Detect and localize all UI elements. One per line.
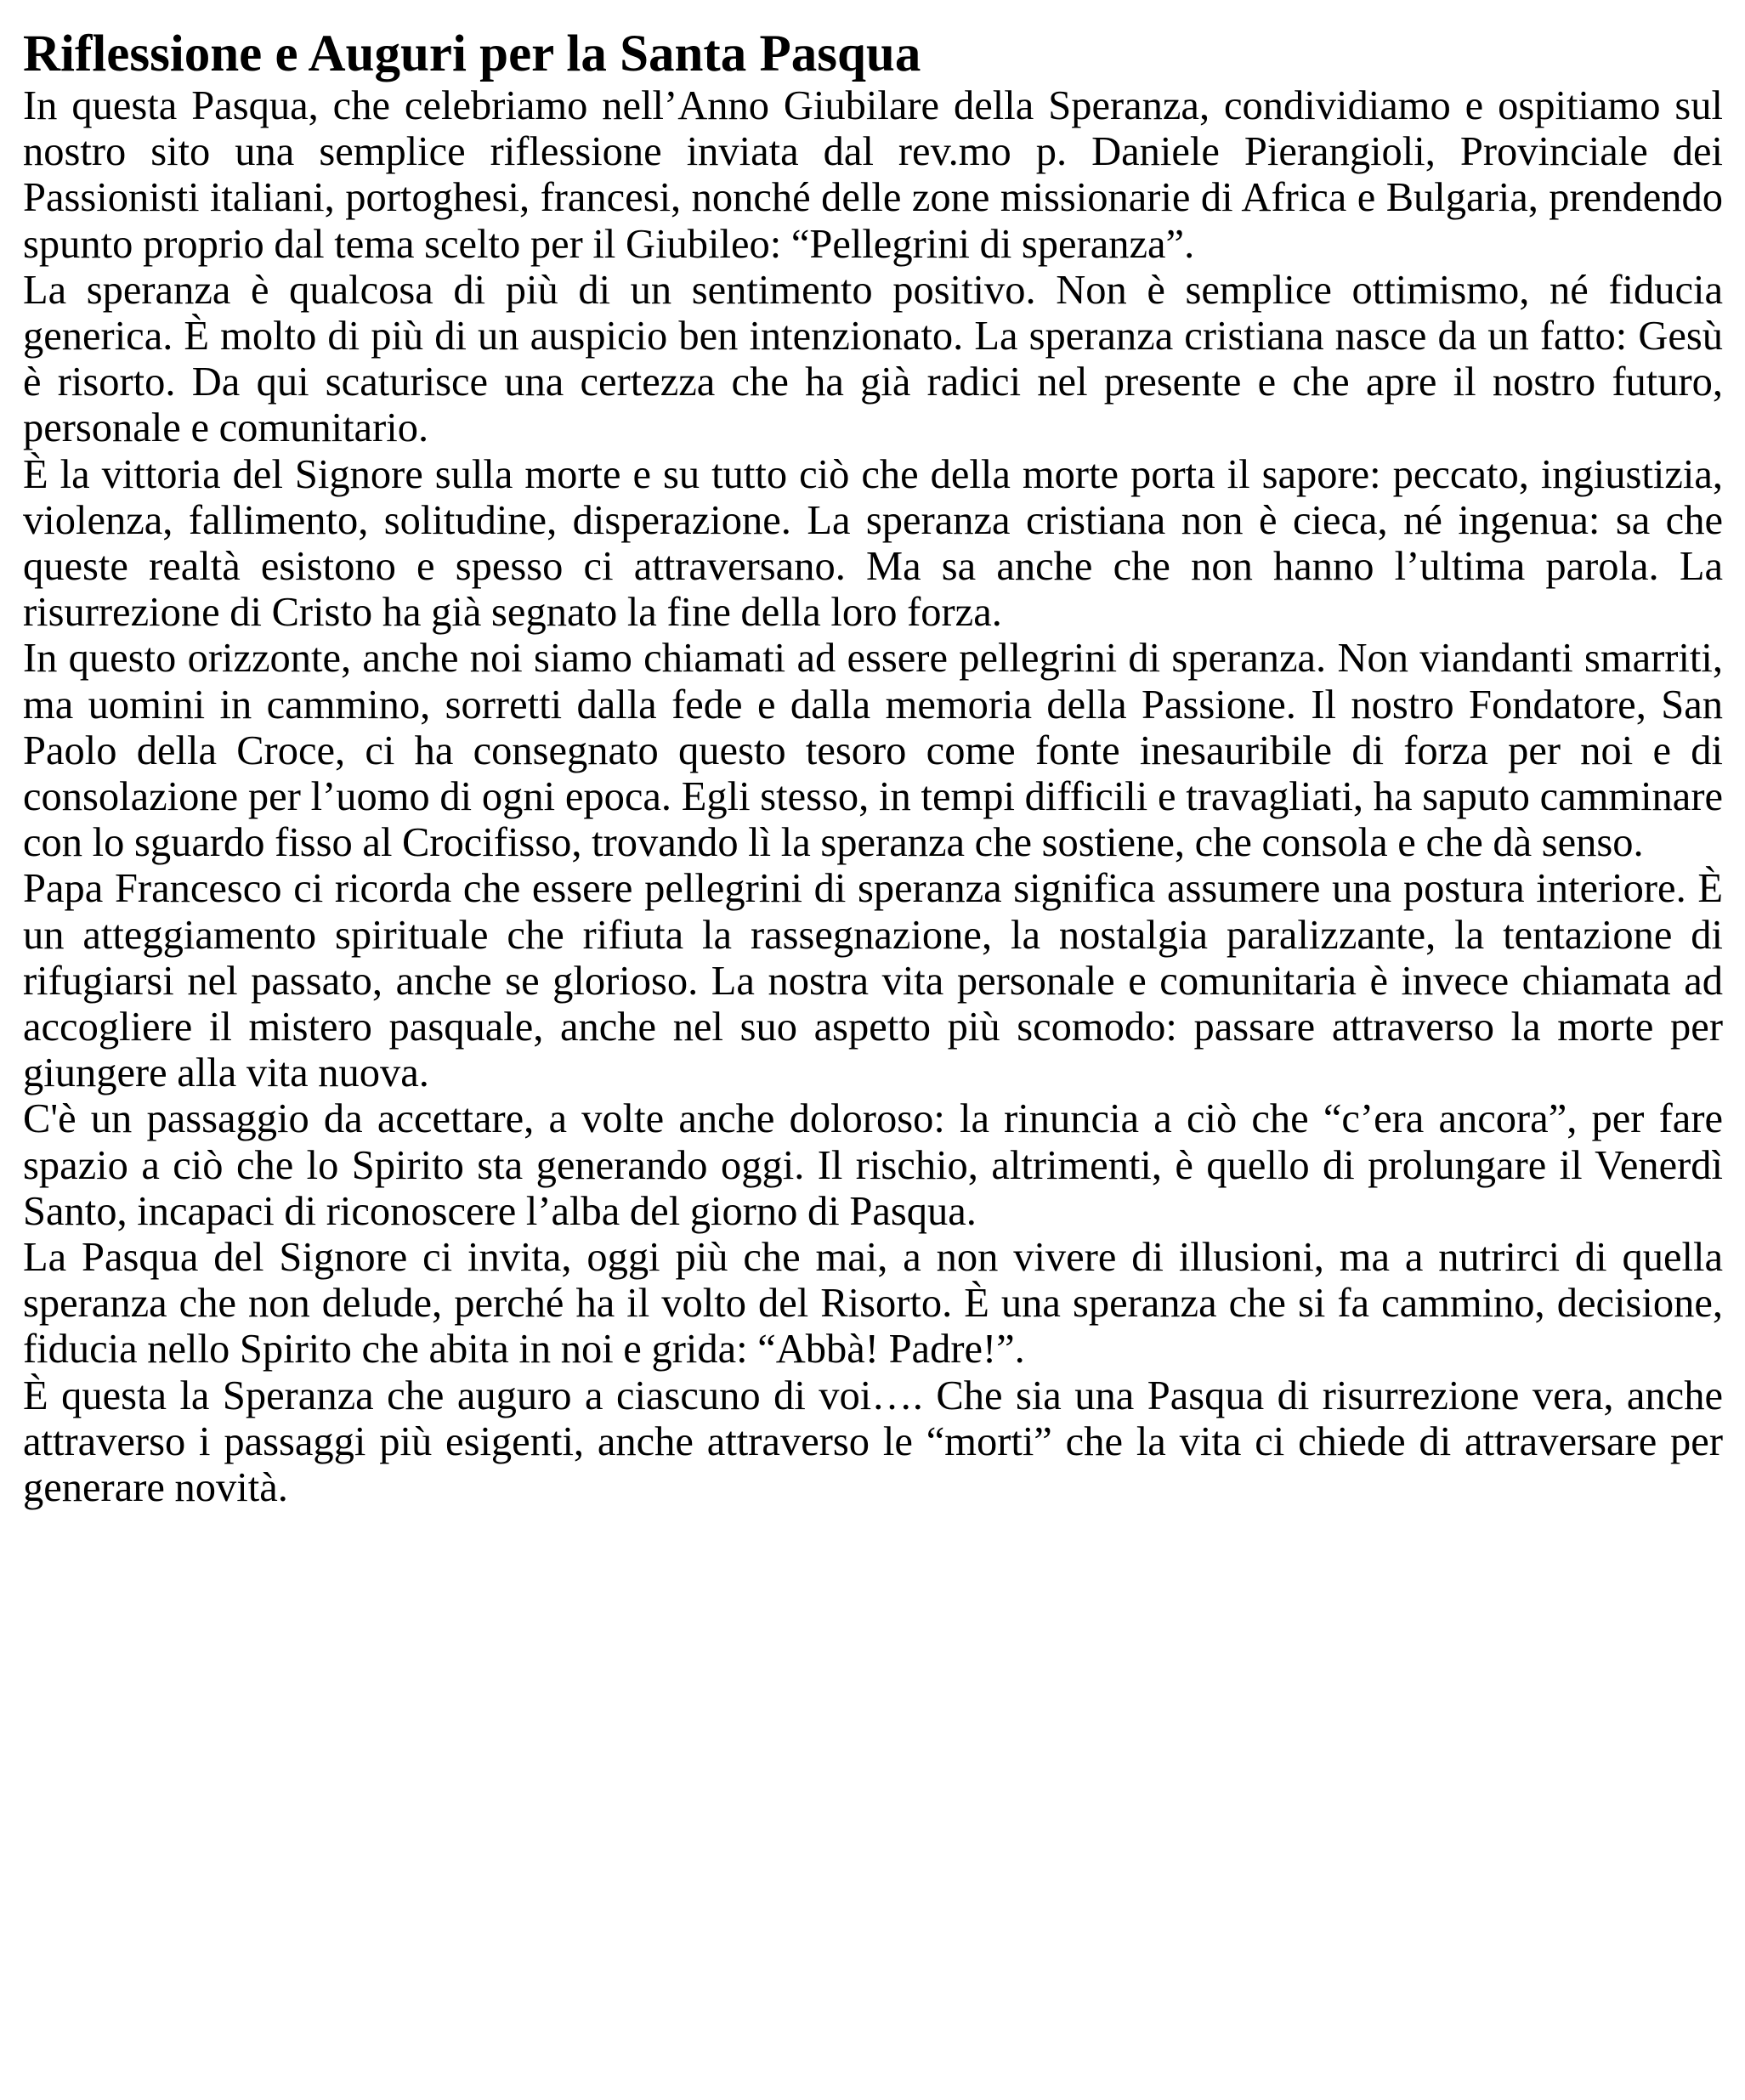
document-page <box>23 25 1723 2082</box>
document-title: Riflessione e Auguri per la Santa Pasqua <box>23 25 921 82</box>
paragraph-passage: C'è un passaggio da accettare, a volte anche doloroso: la rinuncia a ciò che “c’era ancora”, per fare spazio a ciò che lo Spirito sta generando oggi. Il rischio, altrimenti, è quello di prolungare il Venerdì Santo, incapaci di riconoscere l’alba del giorno di Pasqua. <box>23 1096 1723 1234</box>
document-body <box>23 83 1723 1511</box>
paragraph-intro: In questa Pasqua, che celebriamo nell’Anno Giubilare della Speranza, condividiamo e ospitiamo sul nostro sito una semplice riflessione inviata dal rev.mo p. Daniele Pierangioli, Provinciale dei Passionisti italiani, portoghesi, francesi, nonché delle zone missionarie di Africa e Bulgaria, prendendo spunto proprio dal tema scelto per il Giubileo: “Pellegrini di speranza”. <box>23 83 1723 267</box>
paragraph-easter-wishes: È questa la Speranza che auguro a ciascuno di voi…. Che sia una Pasqua di risurrezione vera, anche attraverso i passaggi più esigenti, anche attraverso le “morti” che la vita ci chiede di attraversare per generare novità. <box>23 1373 1723 1511</box>
paragraph-pope-francis: Papa Francesco ci ricorda che essere pellegrini di speranza significa assumere una postura interiore. È un atteggiamento spirituale che rifiuta la rassegnazione, la nostalgia paralizzante, la tentazione di rifugiarsi nel passato, anche se glorioso. La nostra vita personale e comunitaria è invece chiamata ad accogliere il mistero pasquale, anche nel suo aspetto più scomodo: passare attraverso la morte per giungere alla vita nuova. <box>23 866 1723 1096</box>
paragraph-easter-invitation: La Pasqua del Signore ci invita, oggi più che mai, a non vivere di illusioni, ma a nutrirci di quella speranza che non delude, perché ha il volto del Risorto. È una speranza che si fa cammino, decisione, fiducia nello Spirito che abita in noi e grida: “Abbà! Padre!”. <box>23 1235 1723 1373</box>
paragraph-victory-over-death: È la vittoria del Signore sulla morte e su tutto ciò che della morte porta il sapore: peccato, ingiustizia, violenza, fallimento, solitudine, disperazione. La speranza cristiana non è cieca, né ingenua: sa che queste realtà esistono e spesso ci attraversano. Ma sa anche che non hanno l’ultima parola. La risurrezione di Cristo ha già segnato la fine della loro forza. <box>23 451 1723 636</box>
paragraph-hope-definition: La speranza è qualcosa di più di un sentimento positivo. Non è semplice ottimismo, né fiducia generica. È molto di più di un auspicio ben intenzionato. La speranza cristiana nasce da un fatto: Gesù è risorto. Da qui scaturisce una certezza che ha già radici nel presente e che apre il nostro futuro, personale e comunitario. <box>23 267 1723 451</box>
paragraph-pilgrims-of-hope: In questo orizzonte, anche noi siamo chiamati ad essere pellegrini di speranza. Non viandanti smarriti, ma uomini in cammino, sorretti dalla fede e dalla memoria della Passione. Il nostro Fondatore, San Paolo della Croce, ci ha consegnato questo tesoro come fonte inesauribile di forza per noi e di consolazione per l’uomo di ogni epoca. Egli stesso, in tempi difficili e travagliati, ha saputo camminare con lo sguardo fisso al Crocifisso, trovando lì la speranza che sostiene, che consola e che dà senso. <box>23 636 1723 866</box>
